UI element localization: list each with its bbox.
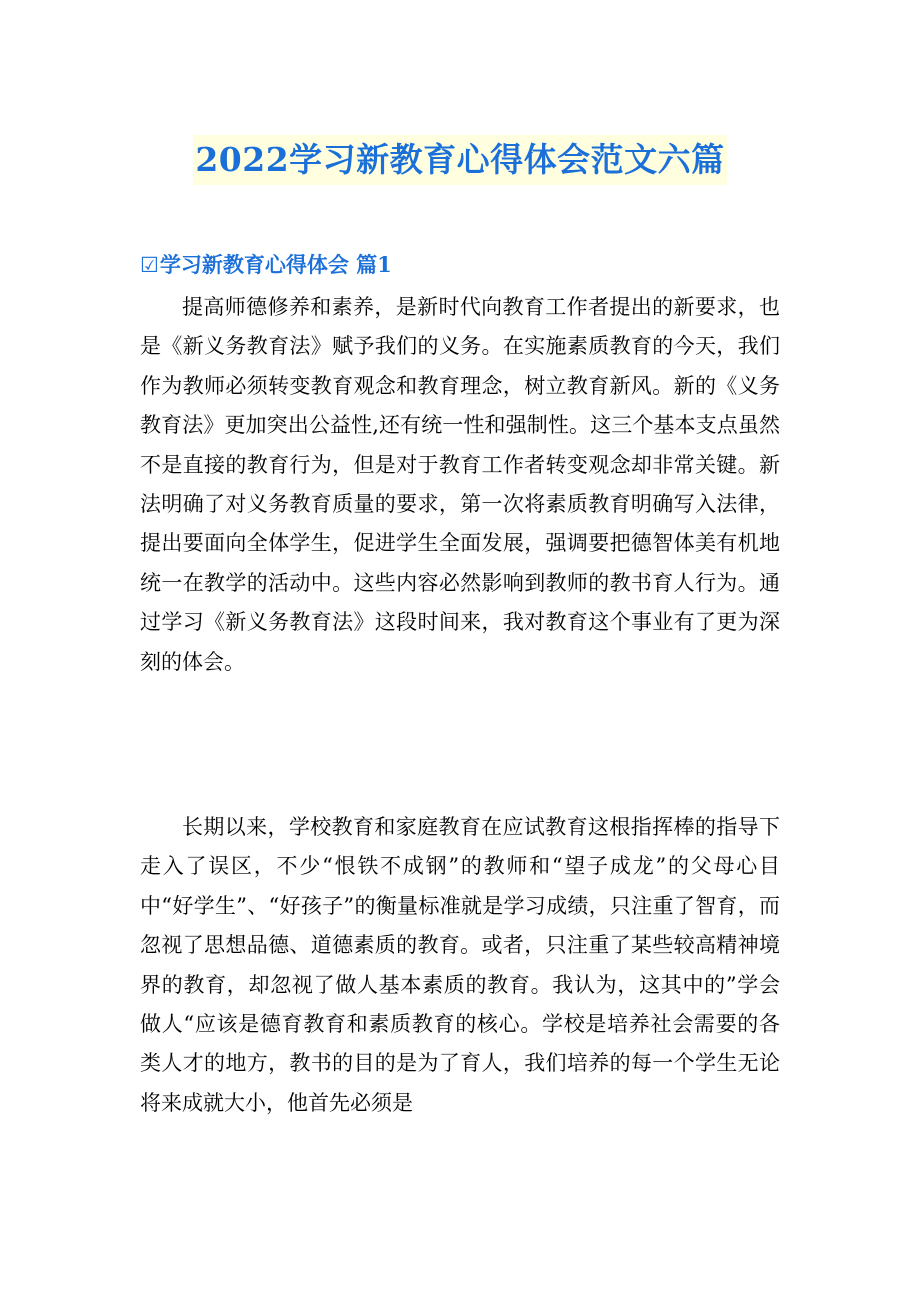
paragraph-2-block	[140, 808, 780, 1123]
page-title: 2022学习新教育心得体会范文六篇	[193, 135, 726, 185]
paragraph-2: 长期以来，学校教育和家庭教育在应试教育这根指挥棒的指导下走入了误区，不少“恨铁不成钢”的教师和“望子成龙”的父母心目中“好学生”、“好孩子”的衡量标准就是学习成绩，只注重了智育，而忽视了思想品德、道德素质的教育。或者，只注重了某些较高精神境界的教育，却忽视了做人基本素质的教育。我认为，这其中的”学会做人“应该是德育教育和素质教育的核心。学校是培养社会需要的各类人才的地方，教书的目的是为了育人，我们培养的每一个学生无论将来成就大小，他首先必须是	[140, 815, 780, 1115]
paragraph-1: 提高师德修养和素养，是新时代向教育工作者提出的新要求，也是《新义务教育法》赋予我们的义务。在实施素质教育的今天，我们作为教师必须转变教育观念和教育理念，树立教育新风。新的《义务教育法》更加突出公益性,还有统一性和强制性。这三个基本支点虽然不是直接的教育行为，但是对于教育工作者转变观念却非常关键。新法明确了对义务教育质量的要求，第一次将素质教育明确写入法律，提出要面向全体学生，促进学生全面发展，强调要把德智体美有机地统一在教学的活动中。这些内容必然影响到教师的教书育人行为。通过学习《新义务教育法》这段时间来，我对教育这个事业有了更为深刻的体会。	[140, 295, 780, 674]
section-heading	[140, 250, 780, 280]
check-box-icon: ☑	[140, 253, 159, 277]
title-container	[0, 135, 920, 185]
paragraph-1-block	[140, 288, 780, 682]
section-heading-label: 学习新教育心得体会 篇1	[159, 252, 392, 277]
